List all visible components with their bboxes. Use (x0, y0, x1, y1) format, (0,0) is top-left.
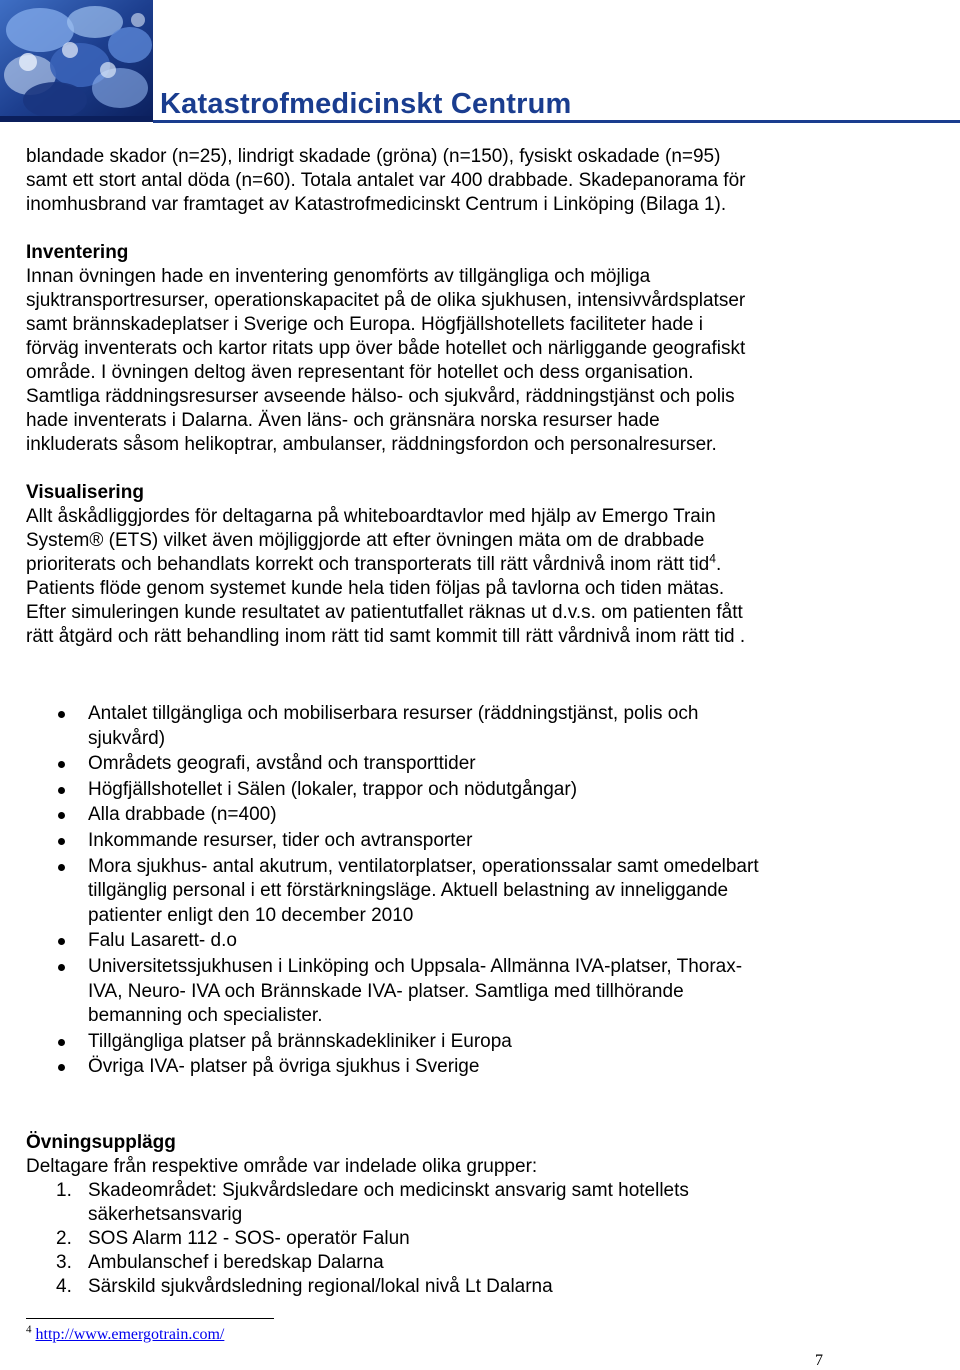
numbered-list (26, 1179, 946, 1299)
paragraph-line: Allt åskådliggjordes för deltagarna på whiteboardtavlor med hjälp av Emergo Train (26, 506, 716, 527)
paragraph-line: Patients flöde genom systemet kunde hela tiden följas på tavlorna och tiden mätas. (26, 578, 725, 599)
paragraph-line-with-footnote (26, 553, 946, 577)
footnote-mark: 4 (26, 1323, 32, 1336)
bullet-icon (58, 938, 65, 945)
list-item (26, 702, 946, 751)
logo-photo-icon (0, 0, 153, 122)
bullet-icon (58, 787, 65, 794)
page-number: 7 (815, 1352, 823, 1369)
paragraph-line: Samtliga räddningsresurser avseende hälso- och sjukvård, räddningstjänst och polis (26, 386, 735, 407)
header-divider (153, 120, 960, 123)
list-item-text: Mora sjukhus- antal akutrum, ventilatorplatser, operationssalar samt omedelbart (88, 855, 759, 877)
list-item (26, 929, 946, 954)
paragraph-line: inkluderats såsom helikoptrar, ambulanser, räddningsfordon och personalresurser. (26, 434, 717, 455)
footnote-divider (26, 1318, 274, 1319)
list-item-text: Tillgängliga platser på brännskadekliniker i Europa (88, 1030, 512, 1052)
list-item (26, 803, 946, 828)
paragraph-text: prioriterats och behandlats korrekt och transporterats till rätt vårdnivå inom rätt tid (26, 554, 710, 575)
visualisering-paragraph (26, 505, 946, 649)
list-number: 2. (56, 1227, 72, 1249)
list-item (26, 1030, 946, 1055)
list-number: 1. (56, 1179, 72, 1201)
paragraph-line: samt brännskadeplatser i Sverige och Europa. Högfjällshotellets faciliteter hade i (26, 314, 703, 335)
list-item (26, 1251, 946, 1275)
list-item-text: Ambulanschef i beredskap Dalarna (88, 1251, 384, 1273)
list-item-text: Högfjällshotellet i Sälen (lokaler, trappor och nödutgångar) (88, 778, 578, 800)
list-item-text: bemanning och specialister. (88, 1005, 323, 1027)
section-heading-ovningsupplagg: Övningsupplägg (26, 1131, 176, 1153)
ovningsupplagg-intro: Deltagare från respektive område var indelade olika grupper: (26, 1155, 538, 1177)
list-item-text: tillgänglig personal i ett förstärkningsläge. Aktuell belastning av inneliggande (88, 880, 729, 902)
intro-paragraph (26, 145, 946, 217)
list-item (26, 1179, 946, 1227)
document-body (26, 145, 946, 1299)
list-item-text: säkerhetsansvarig (88, 1203, 243, 1225)
footnote (26, 1323, 225, 1344)
footnote-reference: 4 (709, 551, 716, 566)
list-item-text: sjukvård) (88, 727, 166, 749)
list-item-text: Särskild sjukvårdsledning regional/lokal nivå Lt Dalarna (88, 1275, 553, 1297)
list-item (26, 955, 946, 1029)
list-item (26, 829, 946, 854)
inventering-paragraph (26, 265, 946, 457)
paragraph-line: sjuktransportresurser, operationskapacitet på de olika sjukhusen, intensivvårdsplatser (26, 290, 746, 311)
list-item (26, 1275, 946, 1299)
header-title: Katastrofmedicinskt Centrum (160, 88, 572, 120)
intro-line: samt ett stort antal döda (n=60). Totala antalet var 400 drabbade. Skadepanorama för (26, 170, 746, 191)
paragraph-line: hade inventerats i Dalarna. Även läns- och gränsnära norska resurser hade (26, 410, 660, 431)
bullet-icon (58, 1039, 65, 1046)
bullet-icon (58, 838, 65, 845)
list-number: 3. (56, 1251, 72, 1273)
section-heading-visualisering: Visualisering (26, 482, 144, 503)
bullet-icon (58, 964, 65, 971)
paragraph-line: Innan övningen hade en inventering genomförts av tillgängliga och möjliga (26, 266, 651, 287)
list-item (26, 1055, 946, 1080)
list-item-text: Universitetssjukhusen i Linköping och Uppsala- Allmänna IVA-platser, Thorax- (88, 955, 743, 977)
list-item-text: patienter enligt den 10 december 2010 (88, 904, 414, 926)
paragraph-line: förväg inventerats och kartor ritats upp över både hotellet och närliggande geografiskt (26, 338, 746, 359)
list-item (26, 855, 946, 929)
list-item (26, 1227, 946, 1251)
bullet-icon (58, 864, 65, 871)
intro-line: blandade skador (n=25), lindrigt skadade (gröna) (n=150), fysiskt oskadade (n=95) (26, 146, 721, 167)
paragraph-line: Efter simuleringen kunde resultatet av patientutfallet räknas ut d.v.s. om patienten fått (26, 602, 743, 623)
list-item-text: Inkommande resurser, tider och avtransporter (88, 829, 473, 851)
intro-line: inomhusbrand var framtaget av Katastrofmedicinskt Centrum i Linköping (Bilaga 1). (26, 194, 727, 215)
list-number: 4. (56, 1275, 72, 1297)
footnote-link[interactable]: http://www.emergotrain.com/ (35, 1326, 225, 1343)
paragraph-line: område. I övningen deltog även representant för hotellet och dess organisation. (26, 362, 694, 383)
list-item-text: Falu Lasarett- d.o (88, 930, 237, 952)
list-item-text: Skadeområdet: Sjukvårdsledare och medicinskt ansvarig samt hotellets (88, 1179, 689, 1201)
bullet-icon (58, 1064, 65, 1071)
section-heading-inventering: Inventering (26, 242, 129, 263)
list-item-text: Övriga IVA- platser på övriga sjukhus i Sverige (88, 1056, 480, 1078)
bullet-icon (58, 812, 65, 819)
paragraph-line: System® (ETS) vilket även möjliggjorde att efter övningen mäta om de drabbade (26, 530, 705, 551)
list-item-text: Alla drabbade (n=400) (88, 804, 277, 826)
list-item-text: SOS Alarm 112 - SOS- operatör Falun (88, 1227, 410, 1249)
spacer (26, 649, 946, 702)
paragraph-text: . (715, 554, 722, 575)
bullet-list (26, 702, 946, 1080)
spacer (26, 1081, 946, 1131)
list-item (26, 778, 946, 803)
bullet-icon (58, 711, 65, 718)
list-item-text: IVA, Neuro- IVA och Brännskade IVA- platser. Samtliga med tillhörande (88, 980, 684, 1002)
bullet-icon (58, 761, 65, 768)
paragraph-line: rätt åtgärd och rätt behandling inom rätt tid samt kommit till rätt vårdnivå inom rätt tid . (26, 626, 746, 647)
list-item (26, 752, 946, 777)
list-item-text: Områdets geografi, avstånd och transporttider (88, 753, 476, 775)
header-logo-image (0, 0, 153, 122)
list-item-text: Antalet tillgängliga och mobiliserbara resurser (räddningstjänst, polis och (88, 703, 699, 724)
